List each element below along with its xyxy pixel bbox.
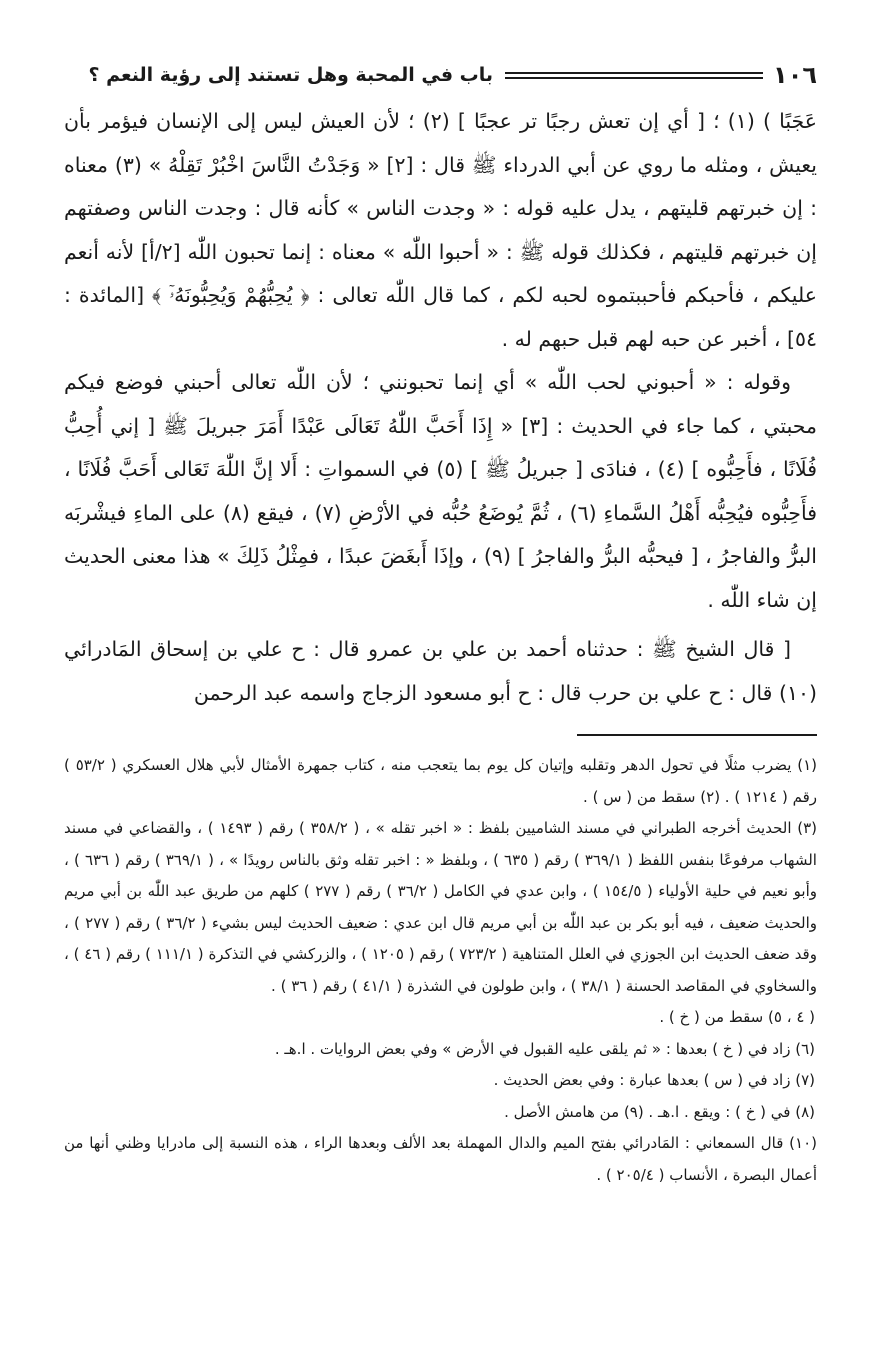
footnote: (٦) زاد في ( خ ) بعدها : « ثم يلقى عليه القبول في الأرض » وفي بعض الروايات . ا.هـ .: [274, 1039, 815, 1058]
page-number: ١٠٦: [773, 61, 817, 89]
footnote: (١٠) قال السمعاني : المَادرائي بفتح الميم والدال المهملة بعد الألف وبعدها الراء ، هذه النسبة إلى مادرايا وظني أنها من أعمال البصرة ، الأنساب ( ٢٠٥/٤ ) .: [64, 1134, 817, 1184]
paragraph: [ قال الشيخ ﷺ : حدثناه أحمد بن علي بن عمرو قال : ح علي بن إسحاق المَادرائي (١٠) قال : ح علي بن حرب قال : ح أبو مسعود الزجاج واسمه عبد الرحمن: [64, 637, 817, 705]
main-text: [64, 100, 817, 715]
header-rule: [505, 72, 763, 79]
paragraph: وقوله : « أحبوني لحب اللّٰه » أي إنما تحبونني ؛ لأن اللّٰه تعالى أحبني فوضع فيكم محبتي ، كما جاء في الحديث : [٣] « إِذَا أَحَبَّ اللّٰهُ تَعَالَى عَبْدًا أَمَرَ جبريلَ ﷺ [ إني أُحِبُّ فُلَانًا ، فأَحِبُّوه ] (٤) ، فنادَى [ جبريلُ ﷺ ] (٥) في السمواتِ : أَلا إنَّ اللّٰهَ تَعَالى أَحَبَّ فُلَانًا ، فأَحِبُّوه فيُحِبُّه أَهْلُ السَّماءِ (٦) ، ثُمَّ يُوضَعُ حُبُّه في الأرْضِ (٧) ، فيقع (٨) على الماءِ فيشْربَه البرُّ والفاجرُ ، [ فيحبُّه البرُّ والفاجرُ ] (٩) ، وإذَا أَبغَضَ عبدًا ، فمِثْلُ ذَلِكَ » هذا معنى الحديث إن شاء اللّٰه .: [64, 370, 817, 612]
footnote: (٧) زاد في ( س ) بعدها عبارة : وفي بعض الحديث .: [493, 1071, 815, 1089]
running-header: [64, 58, 817, 92]
footnote: (٣) الحديث أخرجه الطبراني في مسند الشاميين بلفظ : « اخبر تقله » ، ( ٣٥٨/٢ ) رقم ( ١٤٩٣ ) ، والقضاعي في مسند الشهاب مرفوعًا بنفس اللفظ ( ٣٦٩/١ ) رقم ( ٦٣٥ ) ، وبلفظ « : اخبر تقله وثق بالناس رويدًا » ، ( ٣٦٩/١ ) رقم ( ٦٣٦ ) ، وأبو نعيم في حلية الأولياء ( ١٥٤/٥ ) ، وابن عدي في الكامل ( ٣٦/٢ ) رقم ( ٢٧٧ ) كلهم من طريق عبد اللّٰه بن أبي مريم والحديث ضعيف ، فيه أبو بكر بن عبد اللّٰه بن أبي مريم قال ابن عدي : ضعيف الحديث ليس بشيء ( ٣٦/٢ ) رقم ( ٢٧٧ ) ، وقد ضعف الحديث ابن الجوزي في العلل المتناهية ( ٧٢٣/٢ ) رقم ( ١٢٠٥ ) ، والزركشي في التذكرة ( ١١١/١ ) رقم ( ٤٦ ) ، والسخاوي في المقاصد الحسنة ( ٣٨/١ ) ، وابن طولون في الشذرة ( ٤١/١ ) رقم ( ٣٦ ) .: [64, 819, 818, 995]
paragraph: عَجَبًا ) (١) ؛ [ أي إن تعش رجبًا تر عجبًا ] (٢) ؛ لأن العيش ليس إلى الإنسان فيؤمر بأن يعيش ، ومثله ما روي عن أبي الدرداء ﷺ قال : [٢] « وَجَدْتُ النَّاسَ اخْبُرْ تَقِلْهُ » (٣) معناه : إن خبرتهم قليتهم ، يدل عليه قوله : « وجدت الناس » كأنه قال : وجدت الناس وصفتهم إن خبرتهم قليتهم ، فكذلك قوله ﷺ : « أحبوا اللّٰه » معناه : إنما تحبون اللّٰه [٢/أ] لأنه أنعم عليكم ، فأحبكم فأحببتموه لحبه لكم ، كما قال اللّٰه تعالى : ﴿ يُحِبُّهُمْ وَيُحِبُّونَهُۥٓ ﴾ [المائدة : ٥٤] ، أخبر عن حبه لهم قبل حبهم له .: [64, 109, 817, 351]
footnote: (٨) في ( خ ) : ويقع . ا.هـ . (٩) من هامش الأصل .: [504, 1102, 815, 1121]
footnote-separator: [577, 734, 817, 736]
footnotes: [64, 750, 817, 1191]
footnote: (١) يضرب مثلًا في تحول الدهر وتقلبه وإتيان كل يوم بما يتعجب منه ، كتاب جمهرة الأمثال لأبي هلال العسكري ( ٥٣/٢ ) رقم ( ١٢١٤ ) . (٢) سقط من ( س ) .: [64, 756, 817, 806]
footnote: ( ٤ ، ٥) سقط من ( خ ) .: [659, 1008, 815, 1026]
chapter-title: باب في المحبة وهل تستند إلى رؤية النعم ؟: [88, 64, 494, 86]
